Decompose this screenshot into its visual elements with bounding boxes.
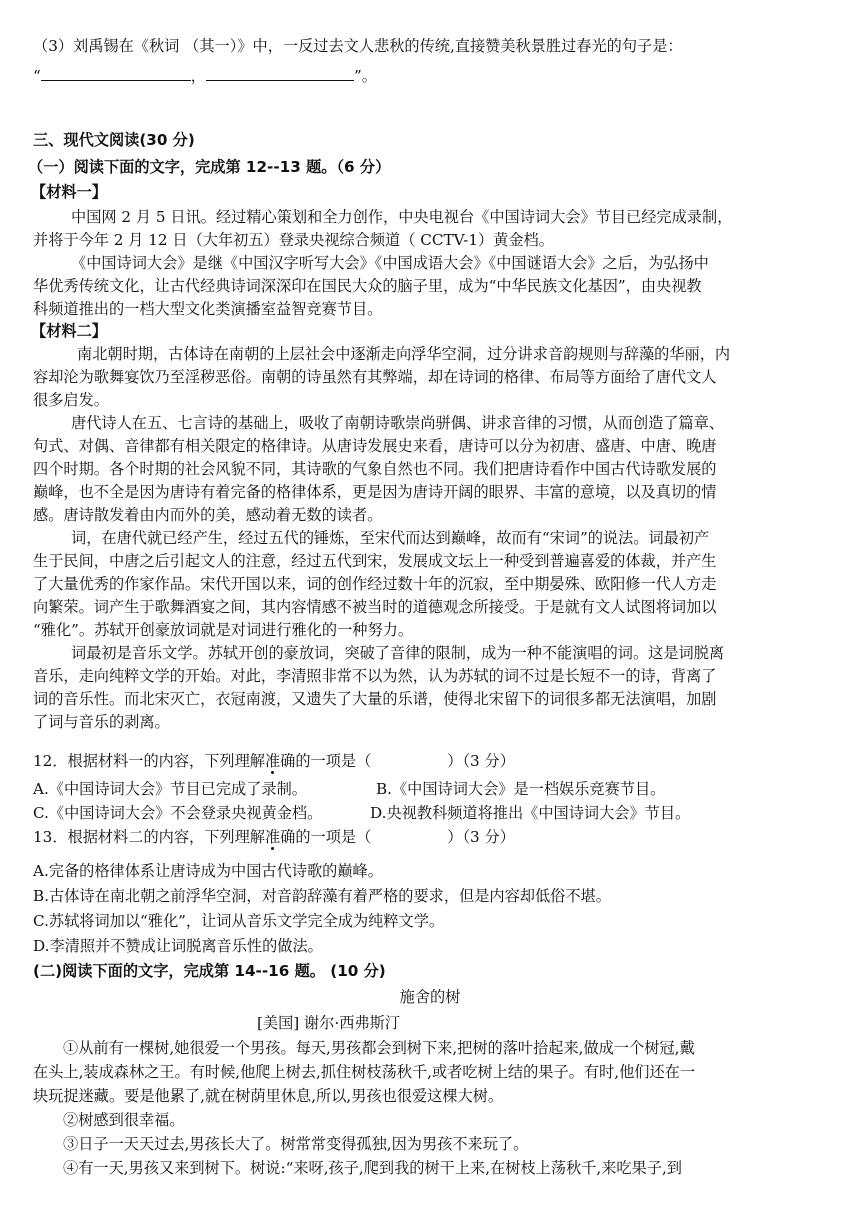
q12-stem-b: 确的一项是（ [280, 752, 372, 770]
close-quote: ”。 [353, 67, 377, 85]
material1-line: 华优秀传统文化，让古代经典诗词深深印在国民大众的脑子里，成为“中华民族文化基因”，由央视教 [33, 277, 702, 295]
story-author: [美国] 谢尔·西弗斯汀 [257, 1014, 401, 1032]
material2-line: 词，在唐代就已经产生，经过五代的锤炼，至宋代而达到巅峰，故而有“宋词”的说法。词最初产 [71, 529, 710, 547]
q13-stem-b: 确的一项是（ [280, 828, 372, 846]
material2-line: 巅峰，也不全是因为唐诗有着完备的格律体系，更是因为唐诗开阔的眼界、丰富的意境，以及真切的情 [33, 483, 717, 501]
material2-line: 容却沦为歌舞宴饮乃至淫秽恶俗。南朝的诗虽然有其弊端，却在诗词的格律、布局等方面给了唐代文人 [33, 368, 717, 386]
story-line: 块玩捉迷藏。要是他累了,就在树荫里休息,所以,男孩也很爱这棵大树。 [33, 1087, 504, 1105]
q12-option-d[interactable]: D.央视教科频道将推出《中国诗词大会》节目。 [370, 804, 691, 822]
material2-label: 【材料二】 [31, 322, 107, 340]
q13-stem-c: ）（3 分） [447, 828, 515, 846]
comma: ， [190, 67, 206, 85]
material2-line: 生于民间，中唐之后引起文人的注意，经过五代到宋，发展成文坛上一种受到普遍喜爱的体裁，并产生 [33, 552, 717, 570]
material2-line: 很多启发。 [33, 391, 109, 409]
story-line: ③日子一天天过去,男孩长大了。树常常变得孤独,因为男孩不来玩了。 [63, 1135, 529, 1153]
material2-line: 向繁荣。词产生于歌舞酒宴之间，其内容情感不被当时的道德观念所接受。于是就有文人试图将词加以 [33, 598, 717, 616]
story-line: ①从前有一棵树,她很爱一个男孩。每天,男孩都会到树下来,把树的落叶拾起来,做成一个树冠,戴 [63, 1039, 695, 1057]
q12-option-c[interactable]: C.《中国诗词大会》不会登录央视黄金档。 [33, 804, 323, 822]
material2-line: 四个时期。各个时期的社会风貌不同，其诗歌的气象自然也不同。我们把唐诗看作中国古代诗歌发展的 [33, 460, 717, 478]
q12-stem [33, 751, 515, 771]
q13-option-d[interactable]: D.李清照并不赞成让词脱离音乐性的做法。 [33, 937, 323, 955]
q3-prompt: （3）刘禹锡在《秋词 （其一）》中，一反过去文人悲秋的传统,直接赞美秋景胜过春光的句子是： [33, 37, 683, 55]
material1-line: 《中国诗词大会》是继《中国汉字听写大会》《中国成语大会》《中国谜语大会》之后，为弘扬中 [71, 254, 709, 272]
q12-emphasis-char: 准 [264, 752, 281, 770]
q12-stem-a: 12．根据材料一的内容，下列理解 [33, 752, 265, 770]
material2-line: 感。唐诗散发着由内而外的美，感动着无数的读者。 [33, 506, 383, 524]
q3-answer-line [33, 66, 377, 86]
material2-line: 唐代诗人在五、七言诗的基础上，吸收了南朝诗歌崇尚骈偶、讲求音律的习惯，从而创造了篇章、 [71, 414, 725, 432]
q13-emphasis-char: 准 [264, 828, 281, 846]
part2-heading: (二)阅读下面的文字，完成第 14--16 题。 (10 分) [33, 962, 386, 980]
answer-blank-1[interactable] [41, 66, 191, 81]
material2-line: 了词与音乐的剥离。 [33, 713, 170, 731]
material2-line: 词最初是音乐文学。苏轼开创的豪放词，突破了音律的限制，成为一种不能演唱的词。这是词脱离 [71, 644, 725, 662]
q13-option-c[interactable]: C.苏轼将词加以“雅化”，让词从音乐文学完全成为纯粹文学。 [33, 912, 445, 930]
q13-stem [33, 827, 515, 847]
q12-stem-c: ）（3 分） [447, 752, 515, 770]
q13-option-b[interactable]: B.古体诗在南北朝之前浮华空洞，对音韵辞藻有着严格的要求，但是内容却低俗不堪。 [33, 887, 611, 905]
material2-line: 南北朝时期，古体诗在南朝的上层社会中逐渐走向浮华空洞，过分讲求音韵规则与辞藻的华丽，内 [77, 345, 731, 363]
q12-option-b[interactable]: B.《中国诗词大会》是一档娱乐竞赛节目。 [376, 780, 666, 798]
material2-line: 句式、对偶、音律都有相关限定的格律诗。从唐诗发展史来看，唐诗可以分为初唐、盛唐、中唐、晚唐 [33, 437, 717, 455]
material2-line: 词的音乐性。而北宋灭亡，衣冠南渡，又遗失了大量的乐谱，使得北宋留下的词很多都无法演唱，加剧 [33, 690, 717, 708]
material2-line: 了大量优秀的作家作品。宋代开国以来，词的创作经过数十年的沉寂，至中期晏殊、欧阳修一代人方走 [33, 575, 717, 593]
open-quote: “ [33, 67, 41, 85]
story-line: ④有一天,男孩又来到树下。树说:“来呀,孩子,爬到我的树干上来,在树枝上荡秋千,来吃果子,到 [63, 1159, 682, 1177]
material1-line: 中国网 2 月 5 日讯。经过精心策划和全力创作，中央电视台《中国诗词大会》节目已经完成录制， [71, 208, 733, 226]
section-heading: 三、现代文阅读(30 分) [33, 131, 195, 149]
story-line: ②树感到很幸福。 [63, 1111, 185, 1129]
answer-blank-2[interactable] [206, 66, 354, 81]
material1-label: 【材料一】 [31, 183, 107, 201]
part1-heading: （一）阅读下面的文字，完成第 12--13 题。（6 分） [28, 158, 391, 176]
material1-line: 并将于今年 2 月 12 日（大年初五）登录央视综合频道（ CCTV-1）黄金档。 [33, 231, 554, 249]
material2-line: “雅化”。苏轼开创豪放词就是对词进行雅化的一种努力。 [33, 621, 414, 639]
q13-option-a[interactable]: A.完备的格律体系让唐诗成为中国古代诗歌的巅峰。 [33, 862, 383, 880]
story-line: 在头上,装成森林之王。有时候,他爬上树去,抓住树枝荡秋千,或者吃树上结的果子。有时,他们还在一 [33, 1063, 696, 1081]
q12-option-a[interactable]: A.《中国诗词大会》节目已完成了录制。 [33, 780, 307, 798]
material1-line: 科频道推出的一档大型文化类演播室益智竞赛节目。 [33, 300, 383, 318]
material2-line: 音乐，走向纯粹文学的开始。对此，李清照非常不以为然，认为苏轼的词不过是长短不一的诗，背离了 [33, 667, 717, 685]
q13-stem-a: 13．根据材料二的内容，下列理解 [33, 828, 265, 846]
story-title: 施舍的树 [399, 988, 461, 1006]
